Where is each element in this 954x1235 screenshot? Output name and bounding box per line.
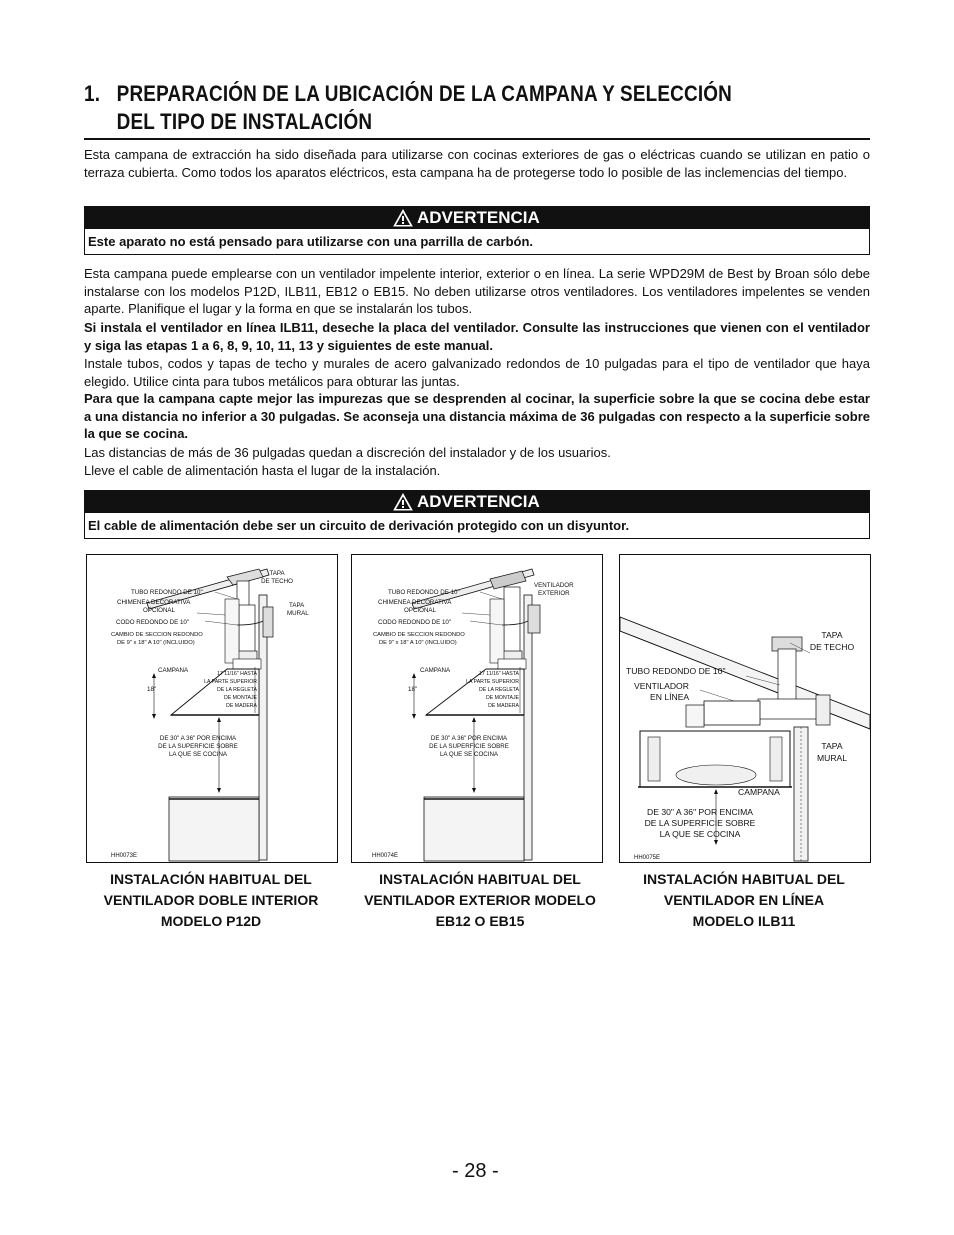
label-transition-1: CAMBIO DE SECCION REDONDO [373, 632, 465, 638]
label-wall-cap-1: TAPA [821, 741, 843, 751]
warning-triangle-icon [393, 209, 413, 227]
label-mount-2: LA PARTE SUPERIOR [204, 679, 257, 685]
label-wall-cap-1: TAPA [289, 602, 305, 609]
label-height: 18" [147, 686, 157, 693]
title-divider [84, 138, 870, 140]
paragraph-inline-fan: Si instala el ventilador en línea ILB11, deseche la placa del ventilador. Consulte las instrucciones que vienen con el ventilador y siga las etapas 1 a 6, 8, 9, 10, 11, 13 y siguientes de este manual. [84, 320, 870, 353]
label-transition-2: DE 9" x 18" A 10" (INCLUIDO) [379, 640, 457, 646]
label-wall-cap-2: MURAL [287, 610, 309, 617]
figure-code: HH0074E [372, 853, 399, 859]
label-distance-3: LA QUE SE COCINA [659, 829, 741, 839]
paragraph-ducts: Instale tubos, codos y tapas de techo y murales de acero galvanizado redondos de 10 pulgadas para el tipo de ventilador que haya elegido. Utilice cinta para tubos metálicos para obturar las juntas. [84, 356, 870, 389]
label-distance-2: DE LA SUPERFICIE SOBRE [429, 743, 509, 750]
warning-box-circuit [84, 490, 870, 539]
caption-line: INSTALACIÓN HABITUAL DEL [379, 871, 581, 887]
label-elbow: CODO REDONDO DE 10" [378, 619, 452, 626]
warning-text: Este aparato no está pensado para utilizarse con una parrilla de carbón. [88, 234, 534, 249]
label-exterior-fan-1: VENTILADOR [534, 582, 574, 589]
label-mount-3: DE LA REGLETA [479, 687, 519, 693]
label-hood: CAMPANA [420, 667, 451, 674]
label-distance-1: DE 30" A 36" POR ENCIMA [430, 735, 508, 742]
label-hood: CAMPANA [158, 667, 189, 674]
label-exterior-fan-2: EXTERIOR [538, 590, 570, 597]
warning-header [85, 491, 869, 513]
label-mount-5: DE MADERA [226, 703, 257, 709]
label-distance-2: DE LA SUPERFICIE SOBRE [644, 818, 756, 828]
paragraph-discretion: Las distancias de más de 36 pulgadas quedan a discreción del instalador y de los usuarios. [84, 445, 611, 460]
label-mount-1: 17 11/16" HASTA [479, 671, 519, 677]
label-distance-3: LA QUE SE COCINA [168, 751, 228, 758]
warning-box-charcoal [84, 206, 870, 255]
title-line-2: DEL TIPO DE INSTALACIÓN [116, 109, 373, 134]
label-inline-fan-2: EN LÍNEA [650, 692, 690, 702]
label-distance-1: DE 30" A 36" POR ENCIMA [647, 807, 753, 817]
caption-line: INSTALACIÓN HABITUAL DEL [110, 871, 312, 887]
warning-triangle-icon [393, 493, 413, 511]
label-mount-5: DE MADERA [488, 703, 519, 709]
section-number: 1. [84, 81, 101, 106]
diagram-p12d [87, 555, 337, 862]
paragraph-distance: Para que la campana capte mejor las impurezas que se desprenden al cocinar, la superficie sobre la que se cocina debe estar a una distancia no inferior a 30 pulgadas. Se aconseja una distancia máxima de 36 pulgadas con respecto a la superficie sobre la que se cocina. [84, 391, 870, 441]
figure-eb12-eb15 [351, 554, 603, 863]
paragraph-cable: Lleve el cable de alimentación hasta el lugar de la instalación. [84, 463, 441, 478]
label-duct: TUBO REDONDO DE 10" [131, 589, 203, 596]
label-distance-3: LA QUE SE COCINA [439, 751, 499, 758]
caption-line: VENTILADOR EN LÍNEA [663, 892, 825, 908]
label-inline-fan-1: VENTILADOR [634, 681, 689, 691]
caption-p12d [86, 869, 336, 932]
figure-code: HH0075E [634, 855, 661, 861]
diagram-ilb11 [620, 555, 870, 862]
label-chimney-1: CHIMENEA DECORATIVA [117, 599, 191, 606]
label-height: 18" [408, 686, 418, 693]
label-transition-1: CAMBIO DE SECCION REDONDO [111, 632, 203, 638]
caption-ilb11 [619, 869, 869, 932]
label-chimney-1: CHIMENEA DECORATIVA [378, 599, 452, 606]
figure-p12d [86, 554, 338, 863]
warning-heading: ADVERTENCIA [417, 492, 540, 511]
warning-text: El cable de alimentación debe ser un circuito de derivación protegido con un disyuntor. [88, 518, 630, 533]
label-mount-2: LA PARTE SUPERIOR [466, 679, 519, 685]
label-distance-2: DE LA SUPERFICIE SOBRE [158, 743, 238, 750]
label-roof-cap-1: TAPA [269, 570, 285, 577]
figure-code: HH0073E [111, 853, 138, 859]
section-title [84, 80, 763, 136]
label-chimney-2: OPCIONAL [404, 607, 436, 614]
label-chimney-2: OPCIONAL [143, 607, 175, 614]
label-transition-2: DE 9" x 18" A 10" (INCLUIDO) [117, 640, 195, 646]
label-duct: TUBO REDONDO DE 10" [388, 589, 460, 596]
intro-paragraph: Esta campana de extracción ha sido diseñada para utilizarse con cocinas exteriores de gas o eléctricas cuando se utilizan en patio o terraza cubierta. Como todos los aparatos eléctricos, esta campana ha de protegerse todo lo posible de las inclemencias del tiempo. [84, 147, 870, 180]
caption-line: INSTALACIÓN HABITUAL DEL [643, 871, 845, 887]
label-hood: CAMPANA [738, 787, 780, 797]
diagram-eb12-eb15 [352, 555, 602, 862]
label-duct: TUBO REDONDO DE 10" [626, 666, 726, 676]
caption-line: VENTILADOR DOBLE INTERIOR [103, 892, 319, 908]
figure-ilb11 [619, 554, 871, 863]
warning-heading: ADVERTENCIA [417, 208, 540, 227]
label-distance-1: DE 30" A 36" POR ENCIMA [159, 735, 237, 742]
caption-line: VENTILADOR EXTERIOR MODELO [364, 892, 596, 908]
label-mount-4: DE MONTAJE [485, 695, 519, 701]
label-roof-cap-1: TAPA [821, 630, 843, 640]
label-mount-4: DE MONTAJE [223, 695, 257, 701]
caption-line: EB12 O EB15 [435, 913, 525, 929]
page-number: - 28 - [452, 1160, 499, 1182]
label-elbow: CODO REDONDO DE 10" [116, 619, 190, 626]
title-line-1: PREPARACIÓN DE LA UBICACIÓN DE LA CAMPANA Y SELECCIÓN [116, 81, 732, 106]
caption-line: MODELO P12D [160, 913, 262, 929]
paragraph-fans: Esta campana puede emplearse con un ventilador impelente interior, exterior o en línea. La serie WPD29M de Best by Broan sólo debe instalarse con los modelos P12D, ILB11, EB12 o EB15. No deben utilizarse otros ventiladores. Los ventiladores impelentes se venden aparte. Planifique el lugar y la forma en que se instalarán los tubos. [84, 266, 870, 316]
label-roof-cap-2: DE TECHO [261, 578, 293, 585]
label-mount-1: 17 11/16" HASTA [217, 671, 257, 677]
label-wall-cap-2: MURAL [816, 753, 848, 763]
label-mount-3: DE LA REGLETA [217, 687, 257, 693]
caption-eb12-eb15 [351, 869, 609, 932]
caption-line: MODELO ILB11 [692, 913, 796, 929]
warning-header [85, 207, 869, 229]
label-roof-cap-2: DE TECHO [809, 642, 855, 652]
